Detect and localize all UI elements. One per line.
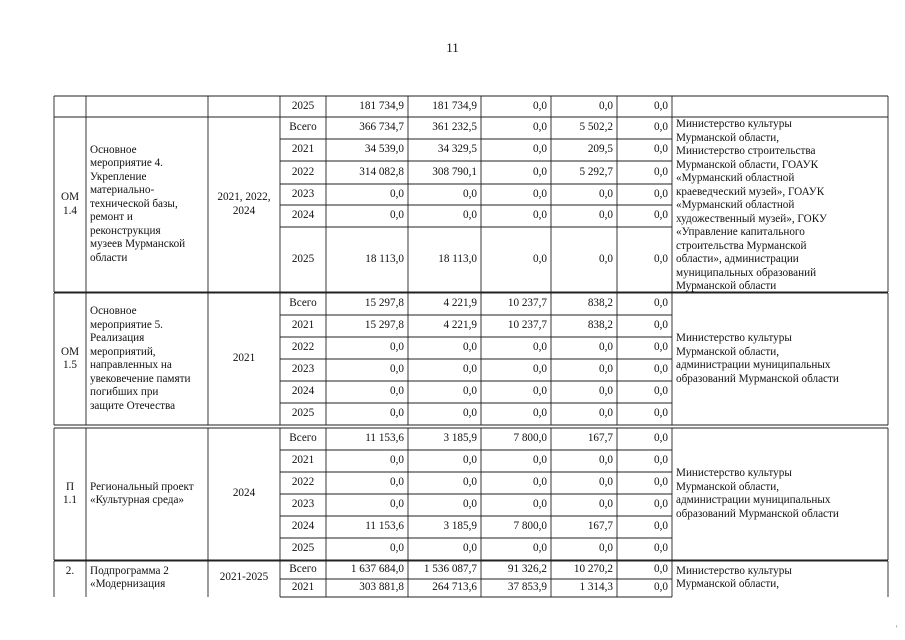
amount-cell: 7 800,0: [513, 432, 547, 445]
amount-cell: 91 326,2: [507, 563, 547, 576]
row-year: 2022: [291, 476, 315, 489]
amount-cell: 0,0: [599, 454, 613, 467]
amount-cell: 11 153,6: [365, 520, 404, 533]
amount-cell: 0,0: [654, 520, 668, 533]
amount-cell: 3 185,9: [443, 432, 477, 445]
amount-cell: 0,0: [390, 407, 404, 420]
responsible-executor: Министерство культуры Мурманской области,: [676, 564, 792, 590]
amount-cell: 0,0: [654, 363, 668, 376]
row-year: 2022: [291, 341, 315, 354]
page-number: 11: [446, 40, 459, 55]
amount-cell: 0,0: [463, 476, 477, 489]
amount-cell: 18 113,0: [365, 252, 404, 265]
amount-cell: 0,0: [463, 407, 477, 420]
amount-cell: 0,0: [599, 187, 613, 200]
amount-cell: 4 221,9: [443, 297, 477, 310]
amount-cell: 0,0: [390, 209, 404, 222]
responsible-executor: Министерство культуры Мурманской области, администрации муниципальных образований Мурманской области: [676, 332, 839, 385]
row-year: 2023: [291, 363, 315, 376]
amount-cell: 10 237,7: [507, 319, 547, 332]
amount-cell: 0,0: [599, 209, 613, 222]
amount-cell: 0,0: [533, 99, 547, 112]
amount-cell: 0,0: [599, 542, 613, 555]
amount-cell: 3 185,9: [443, 520, 477, 533]
measure-years: 2024: [232, 487, 256, 500]
amount-cell: 0,0: [599, 99, 613, 112]
amount-cell: 0,0: [599, 476, 613, 489]
amount-cell: 15 297,8: [364, 319, 404, 332]
amount-cell: 0,0: [463, 498, 477, 511]
amount-cell: 4 221,9: [443, 319, 477, 332]
responsible-executor: Министерство культуры Мурманской области, администрации муниципальных образований Мурманской области: [676, 467, 839, 520]
amount-cell: 0,0: [599, 363, 613, 376]
amount-cell: 0,0: [599, 498, 613, 511]
amount-cell: 0,0: [654, 476, 668, 489]
row-year: Всего: [289, 121, 317, 134]
amount-cell: 0,0: [654, 165, 668, 178]
row-year: 2025: [291, 542, 315, 555]
row-year: 2024: [291, 385, 315, 398]
amount-cell: 0,0: [463, 385, 477, 398]
amount-cell: 0,0: [390, 341, 404, 354]
amount-cell: 0,0: [390, 187, 404, 200]
measure-name: Подпрограмма 2 «Модернизация: [90, 564, 169, 590]
amount-cell: 0,0: [654, 542, 668, 555]
amount-cell: 303 881,8: [359, 581, 404, 594]
amount-cell: 0,0: [599, 252, 613, 265]
amount-cell: 0,0: [533, 385, 547, 398]
amount-cell: 0,0: [463, 341, 477, 354]
amount-cell: 10 237,7: [507, 297, 547, 310]
amount-cell: 0,0: [654, 498, 668, 511]
scan-edge-mark: ': [896, 624, 898, 633]
measure-name: Основное мероприятие 5. Реализация мероприятий, направленных на увековечение памяти погибших при защите Отечества: [90, 305, 191, 412]
amount-cell: 0,0: [654, 385, 668, 398]
row-year: 2021: [291, 454, 315, 467]
amount-cell: 0,0: [463, 454, 477, 467]
measure-code: ОМ 1.5: [60, 345, 80, 371]
row-year: 2023: [291, 498, 315, 511]
amount-cell: 0,0: [390, 385, 404, 398]
amount-cell: 0,0: [533, 165, 547, 178]
amount-cell: 0,0: [390, 542, 404, 555]
amount-cell: 1 637 684,0: [350, 563, 404, 576]
amount-cell: 0,0: [654, 297, 668, 310]
amount-cell: 0,0: [533, 252, 547, 265]
amount-cell: 0,0: [533, 341, 547, 354]
row-year: 2025: [291, 407, 315, 420]
amount-cell: 0,0: [654, 563, 668, 576]
row-year: Всего: [289, 432, 317, 445]
amount-cell: 361 232,5: [432, 121, 477, 134]
amount-cell: 0,0: [654, 407, 668, 420]
amount-cell: 0,0: [533, 542, 547, 555]
amount-cell: 0,0: [390, 498, 404, 511]
row-year: 2021: [291, 581, 315, 594]
amount-cell: 0,0: [654, 209, 668, 222]
row-year: Всего: [289, 297, 317, 310]
amount-cell: 0,0: [533, 363, 547, 376]
row-year: Всего: [289, 563, 317, 576]
amount-cell: 181 734,9: [432, 99, 477, 112]
amount-cell: 0,0: [533, 454, 547, 467]
amount-cell: 0,0: [599, 385, 613, 398]
amount-cell: 0,0: [533, 476, 547, 489]
amount-cell: 366 734,7: [359, 121, 404, 134]
amount-cell: 11 153,6: [365, 432, 404, 445]
measure-code: ОМ 1.4: [60, 191, 80, 217]
amount-cell: 0,0: [654, 341, 668, 354]
amount-cell: 308 790,1: [432, 165, 477, 178]
amount-cell: 34 329,5: [437, 143, 477, 156]
amount-cell: 0,0: [463, 363, 477, 376]
amount-cell: 0,0: [599, 407, 613, 420]
amount-cell: 0,0: [654, 319, 668, 332]
amount-cell: 0,0: [463, 209, 477, 222]
row-year: 2021: [291, 143, 315, 156]
amount-cell: 0,0: [533, 143, 547, 156]
amount-cell: 0,0: [533, 187, 547, 200]
amount-cell: 167,7: [587, 520, 613, 533]
row-year: 2023: [291, 187, 315, 200]
amount-cell: 0,0: [599, 341, 613, 354]
amount-cell: 0,0: [654, 121, 668, 134]
amount-cell: 0,0: [654, 432, 668, 445]
amount-cell: 1 536 087,7: [423, 563, 477, 576]
amount-cell: 1 314,3: [579, 581, 613, 594]
measure-years: 2021, 2022, 2024: [217, 191, 271, 217]
row-year: 2024: [291, 209, 315, 222]
amount-cell: 0,0: [390, 363, 404, 376]
amount-cell: 0,0: [390, 454, 404, 467]
amount-cell: 5 502,2: [579, 121, 613, 134]
amount-cell: 0,0: [533, 209, 547, 222]
amount-cell: 0,0: [654, 187, 668, 200]
amount-cell: 264 713,6: [432, 581, 477, 594]
amount-cell: 181 734,9: [359, 99, 404, 112]
amount-cell: 0,0: [463, 187, 477, 200]
amount-cell: 0,0: [654, 454, 668, 467]
measure-name: Основное мероприятие 4. Укрепление материально- технической базы, ремонт и реконструкция музеев Мурманской области: [90, 143, 186, 264]
amount-cell: 838,2: [587, 319, 613, 332]
amount-cell: 0,0: [533, 121, 547, 134]
amount-cell: 0,0: [463, 542, 477, 555]
amount-cell: 15 297,8: [364, 297, 404, 310]
row-year: 2025: [291, 252, 315, 265]
amount-cell: 0,0: [654, 99, 668, 112]
amount-cell: 314 082,8: [359, 165, 404, 178]
amount-cell: 34 539,0: [364, 143, 404, 156]
amount-cell: 7 800,0: [513, 520, 547, 533]
amount-cell: 838,2: [587, 297, 613, 310]
row-year: 2024: [291, 520, 315, 533]
amount-cell: 167,7: [587, 432, 613, 445]
measure-code: 2.: [65, 565, 75, 578]
amount-cell: 18 113,0: [438, 252, 477, 265]
row-year: 2021: [291, 319, 315, 332]
row-year: 2022: [291, 165, 315, 178]
amount-cell: 209,5: [587, 143, 613, 156]
amount-cell: 37 853,9: [507, 581, 547, 594]
amount-cell: 10 270,2: [573, 563, 613, 576]
amount-cell: 0,0: [390, 476, 404, 489]
amount-cell: 0,0: [533, 407, 547, 420]
amount-cell: 0,0: [654, 252, 668, 265]
amount-cell: 0,0: [533, 498, 547, 511]
measure-code: П 1.1: [63, 480, 77, 506]
amount-cell: 0,0: [654, 143, 668, 156]
measure-name: Региональный проект «Культурная среда»: [90, 480, 194, 506]
measure-years: 2021-2025: [219, 571, 269, 584]
amount-cell: 5 292,7: [579, 165, 613, 178]
measure-years: 2021: [232, 352, 256, 365]
responsible-executor: Министерство культуры Мурманской области, Министерство строительства Мурманской области, ГОАУК «Мурманский областной краеведческий музей», ГОАУК «Мурманский областной художественный музей», ГОКУ «Управление капитального строительства Мурманской области», администрации муниципальных образований Мурманской области: [676, 118, 827, 292]
row-year: 2025: [291, 99, 315, 112]
amount-cell: 0,0: [654, 581, 668, 594]
